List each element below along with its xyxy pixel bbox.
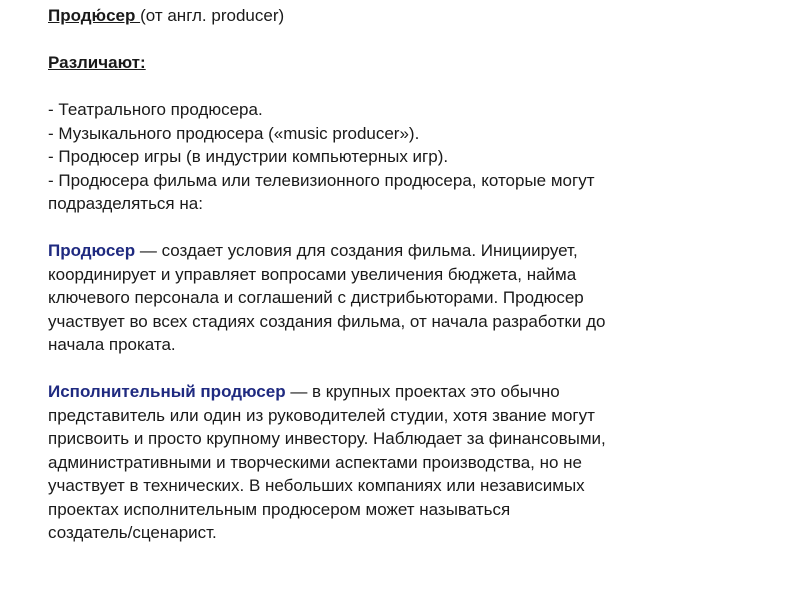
producer-def-line: участвует во всех стадиях создания фильма, от начала разработки до [48,311,606,331]
executive-def-line: участвует в технических. В небольших компаниях или независимых [48,476,585,495]
executive-def-line: представитель или один из руководителей студии, хотя звание могут [48,405,595,425]
spacer [48,216,748,240]
producer-def-line: ключевого персонала и соглашений с дистрибьюторами. Продюсер [48,288,584,307]
executive-def-line: административными и творческими аспектами производства, но не [48,452,583,472]
list-item-continuation: подразделяться на: [48,194,203,213]
title-term: Продю́сер [48,6,141,25]
title-line [48,4,748,28]
executive-def-line: проектах исполнительным продюсером может называться [48,499,511,519]
spacer [48,357,748,381]
producer-term: Продюсер [48,241,136,260]
list-item: - Продюсер игры (в индустрии компьютерных игр). [48,147,449,166]
executive-def-line: присвоить и просто крупному инвестору. Наблюдает за финансовыми, [48,429,606,448]
list-item: - Продюсера фильма или телевизионного продюсера, которые могут [48,170,595,190]
executive-def-line: создатель/сценарист. [48,523,217,542]
producer-def-text: — создает условия для создания фильма. Инициирует, [135,241,578,260]
spacer [48,75,748,99]
document-page [48,4,748,545]
producer-def-line: начала проката. [48,335,176,354]
executive-def-line-1 [48,380,748,404]
distinguish-heading: Различают: [48,53,146,72]
producer-def-line: координирует и управляет вопросами увеличения бюджета, найма [48,264,577,284]
spacer [48,28,748,52]
executive-def-text: — в крупных проектах это обычно [285,382,560,401]
title-rest: (от англ. producer) [140,6,285,25]
list-item: - Театрального продюсера. [48,100,263,119]
producer-def-line-1 [48,239,748,263]
list-item: - Музыкального продюсера («music producer»). [48,123,420,143]
executive-term: Исполнительный продюсер [48,382,286,401]
